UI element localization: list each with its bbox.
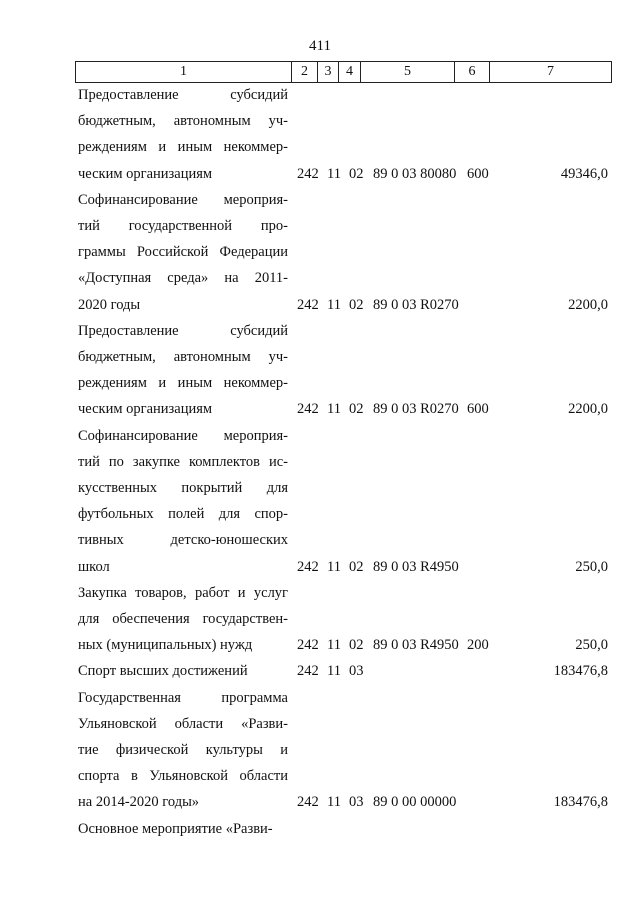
row-description-line: Предоставление субсидий [78,322,288,339]
cell-c3: 11 [327,558,341,575]
cell-c2: 242 [297,794,319,811]
cell-c3: 11 [327,637,341,654]
cell-c7: 183476,8 [553,794,608,811]
row-description-line: спорта в Ульяновской области [78,768,288,785]
cell-c7: 2200,0 [568,401,608,418]
cell-c5: 89 0 03 R0270 [373,401,459,418]
row-description-line: реждениям и иным некоммер- [78,375,288,392]
column-header-2: 2 [292,62,318,83]
row-description-line: школ [78,558,110,575]
row-description-line: граммы Российской Федерации [78,244,288,261]
row-description-line: бюджетным, автономным уч- [78,349,288,365]
row-description-line: Основное мероприятие «Разви- [78,820,273,837]
cell-c4: 03 [349,794,364,811]
row-description-line: бюджетным, автономным уч- [78,113,288,130]
row-description-line: тий по закупке комплектов ис- [78,453,288,470]
row-description-line: Софинансирование мероприя- [78,427,288,444]
cell-c7: 250,0 [575,637,608,654]
cell-c3: 11 [327,794,341,811]
column-header-5: 5 [361,62,455,83]
cell-c5: 89 0 03 R0270 [373,296,459,313]
row-description-line: Закупка товаров, работ и услуг [78,584,288,601]
cell-c5: 89 0 03 R4950 [373,637,459,654]
column-header-4: 4 [339,62,361,83]
cell-c4: 02 [349,637,364,654]
row-description-line: кусственных покрытий для [78,480,288,496]
cell-c3: 11 [327,401,341,418]
row-description-line: Предоставление субсидий [78,87,288,103]
row-description-line: тие физической культуры и [78,742,288,758]
cell-c2: 242 [297,637,319,654]
column-header-6: 6 [455,62,490,83]
cell-c7: 2200,0 [568,296,608,313]
page-number: 411 [309,38,331,54]
row-description-line: ческим организациям [78,165,213,182]
cell-c7: 250,0 [575,558,608,575]
row-description-line: реждениям и иным некоммер- [78,139,288,156]
cell-c5: 89 0 03 R4950 [373,558,459,575]
row-description-line: ческим организациям [78,401,213,418]
cell-c6: 200 [467,637,489,654]
cell-c3: 11 [327,165,341,182]
row-description-line: «Доступная среда» на 2011- [78,270,288,287]
row-description-line: для обеспечения государствен- [78,611,288,627]
cell-c2: 242 [297,296,319,313]
row-description-line: футбольных полей для спор- [78,506,288,523]
cell-c4: 02 [349,558,364,575]
cell-c2: 242 [297,558,319,575]
row-description-line: Спорт высших достижений [78,663,248,680]
cell-c2: 242 [297,401,319,418]
row-description-line: Государственная программа [78,689,288,706]
cell-c5: 89 0 03 80080 [373,165,457,182]
cell-c4: 03 [349,663,364,680]
row-description-line: Софинансирование мероприя- [78,191,288,208]
cell-c6: 600 [467,401,489,418]
cell-c3: 11 [327,296,341,313]
cell-c3: 11 [327,663,341,680]
cell-c4: 02 [349,165,364,182]
cell-c4: 02 [349,296,364,313]
row-description-line: ных (муниципальных) нужд [78,637,253,654]
row-description-line: тивных детско-юношеских [78,532,288,549]
row-description-line: Ульяновской области «Разви- [78,715,288,732]
cell-c2: 242 [297,663,319,680]
column-header-3: 3 [318,62,339,83]
cell-c4: 02 [349,401,364,418]
cell-c7: 183476,8 [553,663,608,680]
row-description-line: на 2014-2020 годы» [78,794,200,811]
row-description-line: 2020 годы [78,296,141,313]
cell-c6: 600 [467,165,489,182]
cell-c5: 89 0 00 00000 [373,794,457,811]
cell-c2: 242 [297,165,319,182]
column-header-7: 7 [490,62,612,83]
row-description-line: тий государственной про- [78,218,288,234]
cell-c7: 49346,0 [560,165,608,182]
column-header-1: 1 [76,62,292,83]
